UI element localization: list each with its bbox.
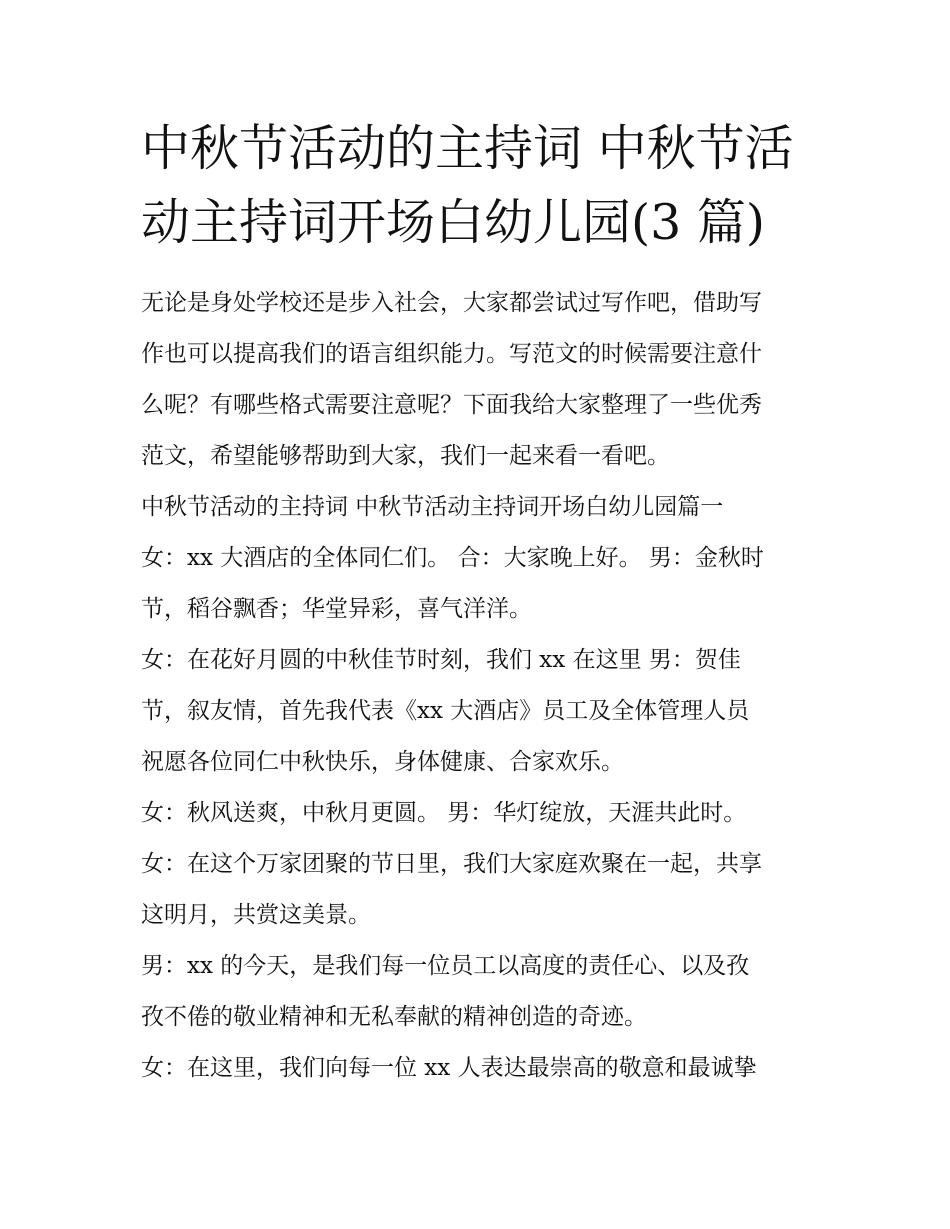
body-line: 节，叙友情，首先我代表《xx 大酒店》员工及全体管理人员 <box>141 698 750 724</box>
document-title <box>141 112 821 260</box>
title-line-2: 动主持词开场白幼儿园(3 篇) <box>141 194 765 251</box>
body-line: 无论是身处学校还是步入社会，大家都尝试过写作吧，借助写 <box>141 290 762 316</box>
body-line: 女：在花好月圆的中秋佳节时刻，我们 xx 在这里 男：贺佳 <box>141 647 741 673</box>
title-line-1: 中秋节活动的主持词 中秋节活 <box>141 120 794 177</box>
body-line: 女：xx 大酒店的全体同仁们。 合：大家晚上好。 男：金秋时 <box>141 545 764 571</box>
body-line: 女：秋风送爽，中秋月更圆。 男：华灯绽放，天涯共此时。 <box>141 800 747 826</box>
body-line: 祝愿各位同仁中秋快乐，身体健康、合家欢乐。 <box>141 749 624 775</box>
body-line: 女：在这里，我们向每一位 xx 人表达最崇高的敬意和最诚挚 <box>141 1055 757 1081</box>
section-heading: 中秋节活动的主持词 中秋节活动主持词开场白幼儿园篇一 <box>141 494 724 520</box>
body-line: 女：在这个万家团聚的节日里，我们大家庭欢聚在一起，共享 <box>141 851 762 877</box>
document-body <box>141 278 821 1094</box>
body-line: 么呢？有哪些格式需要注意呢？下面我给大家整理了一些优秀 <box>141 392 762 418</box>
body-line: 作也可以提高我们的语言组织能力。写范文的时候需要注意什 <box>141 341 762 367</box>
body-line: 这明月，共赏这美景。 <box>141 902 371 928</box>
body-line: 范文，希望能够帮助到大家，我们一起来看一看吧。 <box>141 443 670 469</box>
body-line: 孜不倦的敬业精神和无私奉献的精神创造的奇迹。 <box>141 1004 647 1030</box>
body-line: 节，稻谷飘香；华堂异彩，喜气洋洋。 <box>141 596 532 622</box>
body-line: 男：xx 的今天，是我们每一位员工以高度的责任心、以及孜 <box>141 953 750 979</box>
